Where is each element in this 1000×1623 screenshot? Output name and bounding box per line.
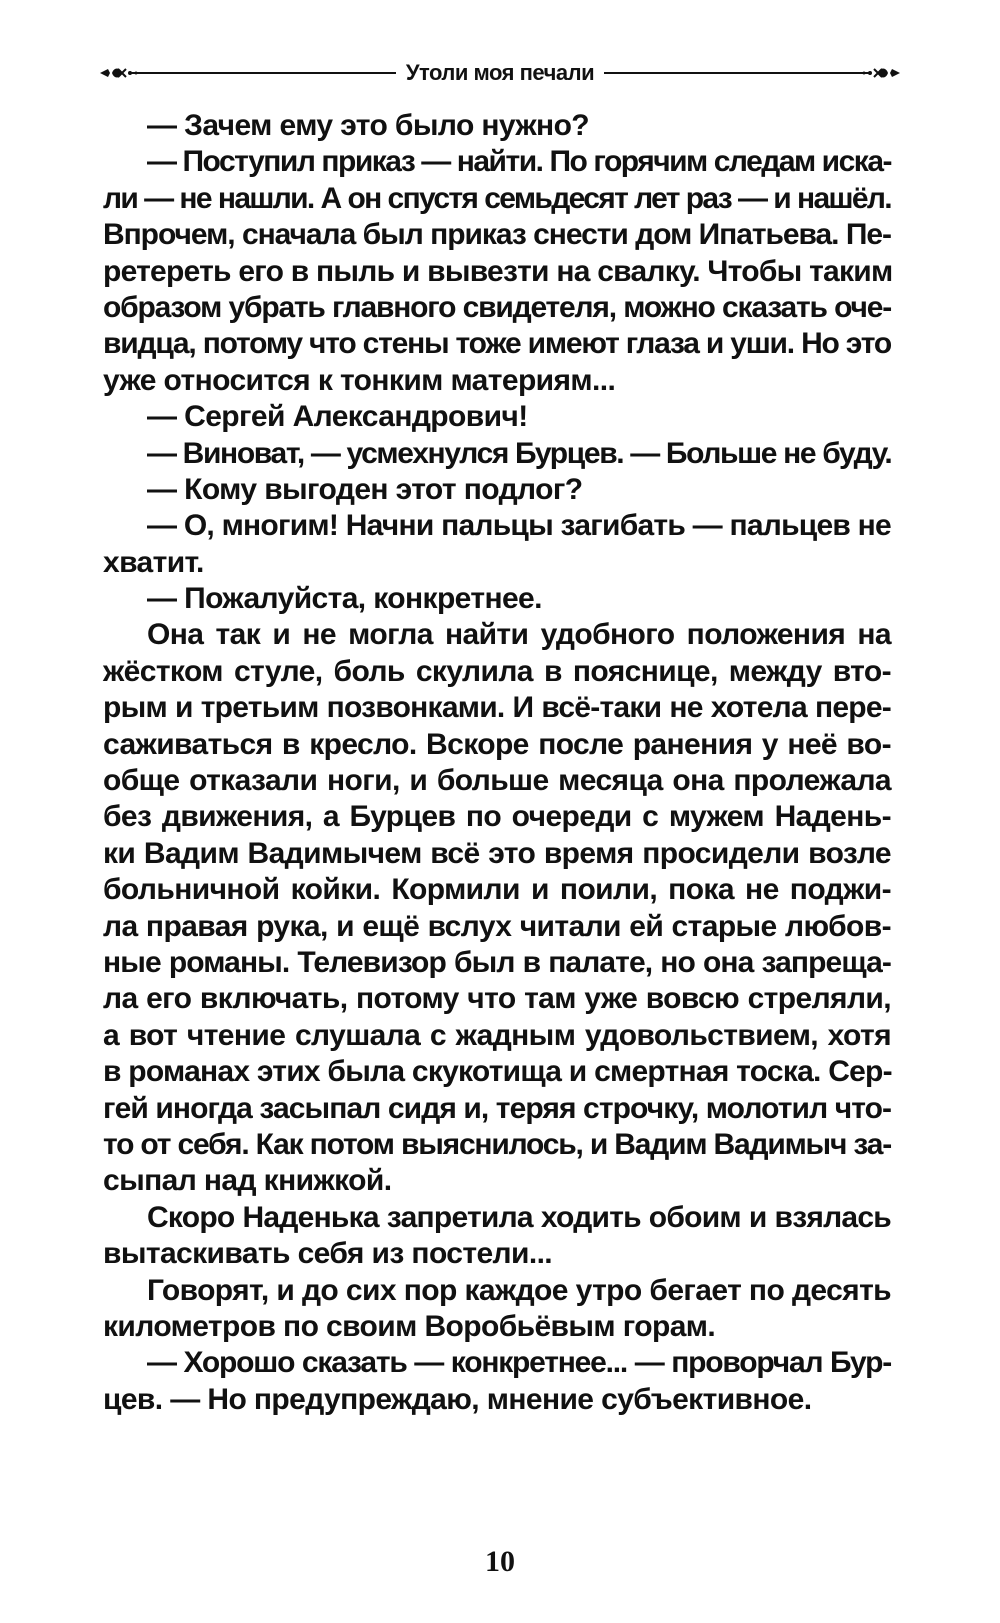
text-line: то от себя. Как потом выяснилось, и Вадим Вадимыч за-	[103, 1127, 891, 1161]
text-line: больничной койки. Кормили и поили, пока не поджи-	[103, 873, 891, 907]
running-header	[100, 58, 900, 88]
text-line: ли — не нашли. А он спустя семьдесят лет раз — и нашёл.	[103, 181, 891, 215]
text-line: в романах этих была скукотища и смертная тоска. Сер-	[103, 1055, 892, 1089]
text-line: — Хорошо сказать — конкретнее... — проворчал Бур-	[147, 1346, 891, 1380]
text-line: Впрочем, сначала был приказ снести дом Ипатьева. Пе-	[103, 218, 891, 252]
text-line: цев. — Но предупреждаю, мнение субъективное.	[103, 1382, 812, 1416]
text-line: ные романы. Телевизор был в палате, но она запреща-	[103, 945, 891, 979]
text-line: Говорят, и до сих пор каждое утро бегает по десять	[147, 1273, 891, 1307]
text-line: километров по своим Воробьёвым горам.	[103, 1309, 716, 1343]
text-line: без движения, а Бурцев по очереди с мужем Надень-	[103, 800, 891, 834]
header-rule-right	[604, 72, 858, 74]
text-line: Она так и не могла найти удобного положения на	[147, 618, 891, 652]
text-line: — Пожалуйста, конкретнее.	[147, 582, 542, 616]
text-line: а вот чтение слушала с жадным удовольствием, хотя	[103, 1018, 891, 1052]
text-line: жёстком стуле, боль скулила в пояснице, между вто-	[103, 654, 891, 688]
text-line: — Кому выгоден этот подлог?	[147, 472, 583, 506]
body-text	[103, 108, 891, 1418]
text-line: вытаскивать себя из постели...	[103, 1237, 553, 1271]
text-line: Скоро Наденька запретила ходить обоим и взялась	[147, 1200, 891, 1234]
text-line: саживаться в кресло. Вскоре после ранения у неё во-	[103, 727, 891, 761]
header-rule-left	[142, 72, 396, 74]
text-line: ки Вадим Вадимычем всё это время просидели возле	[103, 836, 891, 870]
text-line: уже относится к тонким материям...	[103, 363, 616, 397]
text-line: — Зачем ему это было нужно?	[147, 109, 590, 142]
text-line: — Виноват, — усмехнулся Бурцев. — Больше не буду.	[147, 436, 892, 470]
text-line: видца, потому что стены тоже имеют глаза и уши. Но это	[103, 327, 891, 361]
text-line: гей иногда засыпал сидя и, теряя строчку, молотил что-	[103, 1091, 892, 1125]
text-line: — Поступил приказ — найти. По горячим следам иска-	[147, 145, 891, 179]
text-line: хватит.	[103, 545, 204, 579]
ornament-right-icon	[858, 66, 900, 80]
page-number: 10	[485, 1545, 515, 1578]
text-line: — Сергей Александрович!	[147, 400, 528, 434]
text-line: ла правая рука, и ещё вслух читали ей старые любов-	[103, 909, 891, 943]
text-line: сыпал над книжкой.	[103, 1164, 392, 1198]
text-line: ла его включать, потому что там уже вовсю стреляли,	[103, 982, 891, 1016]
ornament-left-icon	[100, 66, 142, 80]
text-line: ретереть его в пыль и вывезти на свалку. Чтобы таким	[103, 254, 893, 288]
running-title: Утоли моя печали	[405, 60, 595, 85]
text-line: образом убрать главного свидетеля, можно сказать оче-	[103, 290, 891, 324]
text-line: рым и третьим позвонками. И всё-таки не хотела пере-	[103, 691, 891, 725]
text-line: — О, многим! Начни пальцы загибать — пальцев не	[147, 509, 891, 543]
text-line: обще отказали ноги, и больше месяца она пролежала	[103, 764, 891, 798]
